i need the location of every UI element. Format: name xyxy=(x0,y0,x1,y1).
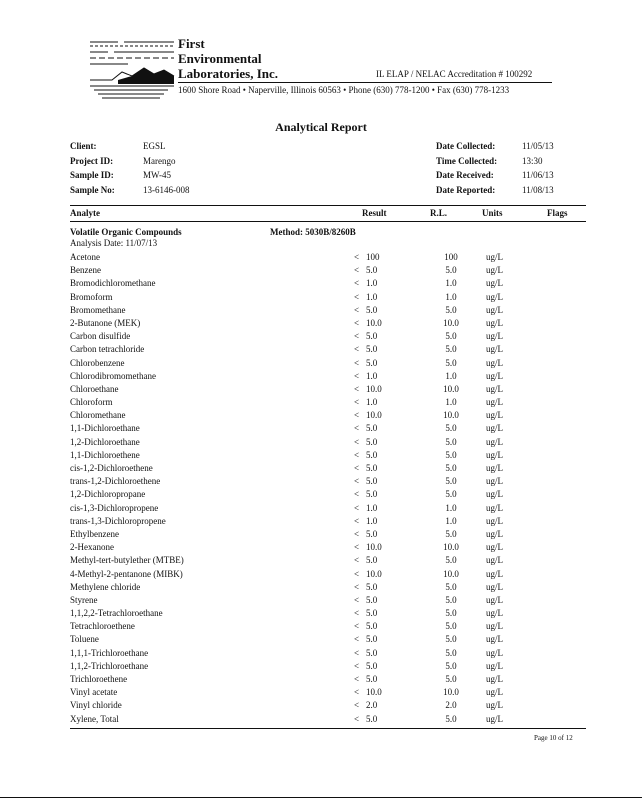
table-row xyxy=(0,358,642,371)
table-row xyxy=(0,621,642,634)
table-row xyxy=(0,331,642,344)
analyte-cell: Chlorodibromomethane xyxy=(70,370,156,381)
col-header-flags: Flags xyxy=(547,208,568,218)
result-cell: 5.0 xyxy=(366,634,378,645)
reporting-limit-cell: 5.0 xyxy=(445,647,457,658)
table-row xyxy=(0,503,642,516)
result-cell: 1.0 xyxy=(366,397,378,408)
table-row xyxy=(0,344,642,357)
sample-id-value: MW-45 xyxy=(143,170,171,180)
less-than-sign: < xyxy=(354,476,360,487)
less-than-sign: < xyxy=(354,528,360,539)
date-received-label: Date Received: xyxy=(436,170,494,180)
reporting-limit-cell: 5.0 xyxy=(445,304,457,315)
table-row xyxy=(0,463,642,476)
header-rule xyxy=(178,82,552,83)
analyte-cell: trans-1,2-Dichloroethene xyxy=(70,476,161,487)
result-cell: 5.0 xyxy=(366,436,378,447)
analyte-cell: 2-Hexanone xyxy=(70,542,114,553)
analyte-cell: Benzene xyxy=(70,265,101,276)
result-cell: 5.0 xyxy=(366,449,378,460)
units-cell: ug/L xyxy=(486,621,503,632)
result-cell: 1.0 xyxy=(366,370,378,381)
units-cell: ug/L xyxy=(486,370,503,381)
units-cell: ug/L xyxy=(486,291,503,302)
less-than-sign: < xyxy=(354,568,360,579)
result-cell: 1.0 xyxy=(366,291,378,302)
result-cell: 10.0 xyxy=(366,383,382,394)
reporting-limit-cell: 10.0 xyxy=(443,410,459,421)
client-label: Client: xyxy=(70,141,97,151)
table-row xyxy=(0,595,642,608)
reporting-limit-cell: 2.0 xyxy=(445,700,457,711)
table-row xyxy=(0,437,642,450)
units-cell: ug/L xyxy=(486,687,503,698)
analyte-cell: Bromoform xyxy=(70,291,113,302)
less-than-sign: < xyxy=(354,383,360,394)
date-reported-value: 11/08/13 xyxy=(522,184,554,195)
analyte-cell: Methyl-tert-butylether (MTBE) xyxy=(70,555,184,566)
col-header-units: Units xyxy=(482,208,503,218)
reporting-limit-cell: 5.0 xyxy=(445,423,457,434)
less-than-sign: < xyxy=(354,621,360,632)
table-row xyxy=(0,318,642,331)
method-label: Method: 5030B/8260B xyxy=(270,227,356,237)
less-than-sign: < xyxy=(354,265,360,276)
table-row xyxy=(0,292,642,305)
table-row xyxy=(0,661,642,674)
table-row xyxy=(0,371,642,384)
analyte-cell: Trichloroethene xyxy=(70,674,128,684)
units-cell: ug/L xyxy=(486,317,503,328)
time-collected-label: Time Collected: xyxy=(436,155,498,166)
analyte-cell: cis-1,2-Dichloroethene xyxy=(70,463,153,473)
table-row xyxy=(0,582,642,595)
table-top-rule xyxy=(70,205,586,206)
result-cell: 5.0 xyxy=(366,489,378,500)
result-cell: 5.0 xyxy=(366,660,378,671)
units-cell: ug/L xyxy=(486,555,503,566)
result-cell: 2.0 xyxy=(366,700,378,711)
result-cell: 5.0 xyxy=(366,555,378,566)
table-bottom-rule xyxy=(70,728,586,729)
result-cell: 5.0 xyxy=(366,713,378,724)
table-row xyxy=(0,555,642,568)
units-cell: ug/L xyxy=(486,660,503,671)
analyte-group-title: Volatile Organic Compounds xyxy=(70,227,182,237)
less-than-sign: < xyxy=(354,502,360,513)
less-than-sign: < xyxy=(354,555,360,566)
less-than-sign: < xyxy=(354,370,360,381)
reporting-limit-cell: 5.0 xyxy=(445,331,457,342)
less-than-sign: < xyxy=(354,608,360,619)
analyte-cell: Tetrachloroethene xyxy=(70,621,135,632)
analyte-cell: Styrene xyxy=(70,594,98,605)
result-cell: 5.0 xyxy=(366,674,378,684)
reporting-limit-cell: 5.0 xyxy=(445,265,457,276)
less-than-sign: < xyxy=(354,700,360,711)
less-than-sign: < xyxy=(354,317,360,328)
analyte-cell: Vinyl acetate xyxy=(70,687,118,698)
analyte-cell: Chloroform xyxy=(70,397,113,408)
units-cell: ug/L xyxy=(486,700,503,711)
sample-id-label: Sample ID: xyxy=(70,170,114,180)
reporting-limit-cell: 10.0 xyxy=(443,317,459,328)
analyte-cell: cis-1,3-Dichloropropene xyxy=(70,502,159,513)
analyte-cell: Carbon tetrachloride xyxy=(70,344,145,355)
units-cell: ug/L xyxy=(486,436,503,447)
col-header-result: Result xyxy=(362,208,387,218)
page-number: Page 10 of 12 xyxy=(534,734,573,742)
reporting-limit-cell: 5.0 xyxy=(445,634,457,645)
units-cell: ug/L xyxy=(486,383,503,394)
less-than-sign: < xyxy=(354,594,360,605)
date-received-value: 11/06/13 xyxy=(522,170,554,180)
units-cell: ug/L xyxy=(486,252,503,262)
table-row xyxy=(0,423,642,436)
analyte-cell: Xylene, Total xyxy=(70,713,119,724)
result-cell: 100 xyxy=(366,252,380,262)
table-row xyxy=(0,608,642,621)
reporting-limit-cell: 5.0 xyxy=(445,449,457,460)
company-name xyxy=(178,36,278,81)
result-cell: 10.0 xyxy=(366,687,382,698)
analyte-cell: 1,1,1-Trichloroethane xyxy=(70,647,149,658)
date-info-labels xyxy=(436,139,497,197)
reporting-limit-cell: 5.0 xyxy=(445,660,457,671)
client-info-labels xyxy=(70,139,115,197)
reporting-limit-cell: 10.0 xyxy=(443,383,459,394)
reporting-limit-cell: 10.0 xyxy=(443,568,459,579)
reporting-limit-cell: 1.0 xyxy=(445,370,457,381)
analyte-cell: Ethylbenzene xyxy=(70,528,119,539)
analyte-cell: 1,1-Dichloroethene xyxy=(70,449,140,460)
units-cell: ug/L xyxy=(486,357,503,368)
less-than-sign: < xyxy=(354,304,360,315)
result-cell: 10.0 xyxy=(366,542,382,553)
less-than-sign: < xyxy=(354,449,360,460)
project-label: Project ID: xyxy=(70,155,114,166)
less-than-sign: < xyxy=(354,252,360,262)
result-cell: 5.0 xyxy=(366,476,378,487)
analyte-cell: 1,1,2-Trichloroethane xyxy=(70,660,149,671)
date-collected-value: 11/05/13 xyxy=(522,141,554,151)
company-name-line1: First xyxy=(178,36,205,51)
units-cell: ug/L xyxy=(486,463,503,473)
reporting-limit-cell: 1.0 xyxy=(445,515,457,526)
less-than-sign: < xyxy=(354,674,360,684)
reporting-limit-cell: 100 xyxy=(444,252,458,262)
table-row xyxy=(0,700,642,713)
less-than-sign: < xyxy=(354,291,360,302)
company-name-line3: Laboratories, Inc. xyxy=(178,66,279,81)
result-cell: 1.0 xyxy=(366,278,378,289)
analyte-cell: 1,2-Dichloropropane xyxy=(70,489,146,500)
reporting-limit-cell: 1.0 xyxy=(445,278,457,289)
col-header-analyte: Analyte xyxy=(70,208,100,218)
reporting-limit-cell: 5.0 xyxy=(445,436,457,447)
reporting-limit-cell: 10.0 xyxy=(443,542,459,553)
less-than-sign: < xyxy=(354,331,360,342)
reporting-limit-cell: 5.0 xyxy=(445,463,457,473)
units-cell: ug/L xyxy=(486,304,503,315)
reporting-limit-cell: 5.0 xyxy=(445,713,457,724)
units-cell: ug/L xyxy=(486,397,503,408)
units-cell: ug/L xyxy=(486,278,503,289)
table-row xyxy=(0,265,642,278)
table-row xyxy=(0,450,642,463)
analyte-cell: 4-Methyl-2-pentanone (MIBK) xyxy=(70,568,183,579)
analysis-date: Analysis Date: 11/07/13 xyxy=(70,238,158,248)
date-info-values xyxy=(522,139,554,197)
sample-no-label: Sample No: xyxy=(70,184,115,195)
units-cell: ug/L xyxy=(486,489,503,500)
less-than-sign: < xyxy=(354,423,360,434)
units-cell: ug/L xyxy=(486,608,503,619)
table-row xyxy=(0,476,642,489)
client-value: EGSL xyxy=(143,141,166,151)
result-cell: 5.0 xyxy=(366,265,378,276)
col-header-rl: R.L. xyxy=(430,208,448,218)
result-cell: 5.0 xyxy=(366,344,378,355)
table-row xyxy=(0,687,642,700)
analyte-cell: Bromodichloromethane xyxy=(70,278,156,289)
table-row xyxy=(0,305,642,318)
less-than-sign: < xyxy=(354,713,360,724)
result-cell: 5.0 xyxy=(366,463,378,473)
less-than-sign: < xyxy=(354,660,360,671)
page-bottom-rule xyxy=(0,797,642,798)
units-cell: ug/L xyxy=(486,331,503,342)
result-cell: 1.0 xyxy=(366,502,378,513)
result-cell: 10.0 xyxy=(366,568,382,579)
reporting-limit-cell: 5.0 xyxy=(445,594,457,605)
project-value: Marengo xyxy=(143,155,176,166)
reporting-limit-cell: 5.0 xyxy=(445,357,457,368)
report-title: Analytical Report xyxy=(275,120,367,134)
reporting-limit-cell: 5.0 xyxy=(445,608,457,619)
analyte-cell: 1,2-Dichloroethane xyxy=(70,436,140,447)
table-row xyxy=(0,714,642,727)
units-cell: ug/L xyxy=(486,542,503,553)
date-collected-label: Date Collected: xyxy=(436,141,496,151)
table-row xyxy=(0,569,642,582)
result-cell: 5.0 xyxy=(366,608,378,619)
less-than-sign: < xyxy=(354,278,360,289)
units-cell: ug/L xyxy=(486,594,503,605)
table-row xyxy=(0,542,642,555)
units-cell: ug/L xyxy=(486,476,503,487)
analyte-cell: Acetone xyxy=(70,252,100,262)
analyte-cell: 1,1,2,2-Tetrachloroethane xyxy=(70,608,163,619)
result-cell: 5.0 xyxy=(366,621,378,632)
result-cell: 5.0 xyxy=(366,581,378,592)
units-cell: ug/L xyxy=(486,713,503,724)
units-cell: ug/L xyxy=(486,423,503,434)
analyte-cell: trans-1,3-Dichloropropene xyxy=(70,515,166,526)
result-cell: 5.0 xyxy=(366,331,378,342)
analyte-cell: Chlorobenzene xyxy=(70,357,125,368)
less-than-sign: < xyxy=(354,344,360,355)
result-cell: 5.0 xyxy=(366,528,378,539)
reporting-limit-cell: 1.0 xyxy=(445,502,457,513)
reporting-limit-cell: 5.0 xyxy=(445,476,457,487)
units-cell: ug/L xyxy=(486,568,503,579)
less-than-sign: < xyxy=(354,515,360,526)
units-cell: ug/L xyxy=(486,647,503,658)
analyte-cell: Bromomethane xyxy=(70,304,126,315)
accreditation: IL ELAP / NELAC Accreditation # 100292 xyxy=(376,69,533,79)
reporting-limit-cell: 5.0 xyxy=(445,528,457,539)
result-cell: 5.0 xyxy=(366,357,378,368)
table-row xyxy=(0,634,642,647)
client-info-values xyxy=(143,139,190,197)
less-than-sign: < xyxy=(354,581,360,592)
table-row xyxy=(0,648,642,661)
analyte-cell: Carbon disulfide xyxy=(70,331,131,342)
reporting-limit-cell: 1.0 xyxy=(445,291,457,302)
result-cell: 5.0 xyxy=(366,423,378,434)
less-than-sign: < xyxy=(354,542,360,553)
result-cell: 5.0 xyxy=(366,594,378,605)
result-cell: 10.0 xyxy=(366,410,382,421)
table-row xyxy=(0,278,642,291)
company-address: 1600 Shore Road • Naperville, Illinois 60563 • Phone (630) 778-1200 • Fax (630) 778-1233 xyxy=(178,85,510,95)
units-cell: ug/L xyxy=(486,515,503,526)
reporting-limit-cell: 5.0 xyxy=(445,344,457,355)
results-table xyxy=(0,252,642,727)
less-than-sign: < xyxy=(354,410,360,421)
company-logo-icon xyxy=(88,36,176,100)
less-than-sign: < xyxy=(354,687,360,698)
analyte-cell: Methylene chloride xyxy=(70,581,141,592)
reporting-limit-cell: 5.0 xyxy=(445,581,457,592)
analyte-cell: Chloromethane xyxy=(70,410,126,421)
result-cell: 5.0 xyxy=(366,647,378,658)
analyte-cell: 1,1-Dichloroethane xyxy=(70,423,140,434)
analyte-cell: Chloroethane xyxy=(70,383,119,394)
units-cell: ug/L xyxy=(486,410,503,421)
table-row xyxy=(0,516,642,529)
company-name-line2: Environmental xyxy=(178,51,262,66)
date-reported-label: Date Reported: xyxy=(436,184,496,195)
reporting-limit-cell: 10.0 xyxy=(443,687,459,698)
less-than-sign: < xyxy=(354,436,360,447)
analyte-cell: Toluene xyxy=(70,634,99,645)
table-row xyxy=(0,252,642,265)
units-cell: ug/L xyxy=(486,502,503,513)
reporting-limit-cell: 5.0 xyxy=(445,555,457,566)
table-row xyxy=(0,410,642,423)
table-row xyxy=(0,529,642,542)
less-than-sign: < xyxy=(354,463,360,473)
table-row xyxy=(0,384,642,397)
units-cell: ug/L xyxy=(486,581,503,592)
less-than-sign: < xyxy=(354,647,360,658)
reporting-limit-cell: 5.0 xyxy=(445,621,457,632)
table-row xyxy=(0,674,642,687)
reporting-limit-cell: 5.0 xyxy=(445,489,457,500)
result-cell: 1.0 xyxy=(366,515,378,526)
analyte-cell: Vinyl chloride xyxy=(70,700,122,711)
time-collected-value: 13:30 xyxy=(522,155,543,166)
units-cell: ug/L xyxy=(486,449,503,460)
sample-no-value: 13-6146-008 xyxy=(143,184,190,195)
result-cell: 5.0 xyxy=(366,304,378,315)
table-row xyxy=(0,489,642,502)
reporting-limit-cell: 5.0 xyxy=(445,674,457,684)
result-cell: 10.0 xyxy=(366,317,382,328)
reporting-limit-cell: 1.0 xyxy=(445,397,457,408)
units-cell: ug/L xyxy=(486,344,503,355)
table-header-rule xyxy=(70,221,586,222)
units-cell: ug/L xyxy=(486,634,503,645)
units-cell: ug/L xyxy=(486,674,503,684)
analyte-cell: 2-Butanone (MEK) xyxy=(70,317,141,328)
units-cell: ug/L xyxy=(486,528,503,539)
less-than-sign: < xyxy=(354,489,360,500)
less-than-sign: < xyxy=(354,357,360,368)
less-than-sign: < xyxy=(354,397,360,408)
less-than-sign: < xyxy=(354,634,360,645)
table-row xyxy=(0,397,642,410)
units-cell: ug/L xyxy=(486,265,503,276)
